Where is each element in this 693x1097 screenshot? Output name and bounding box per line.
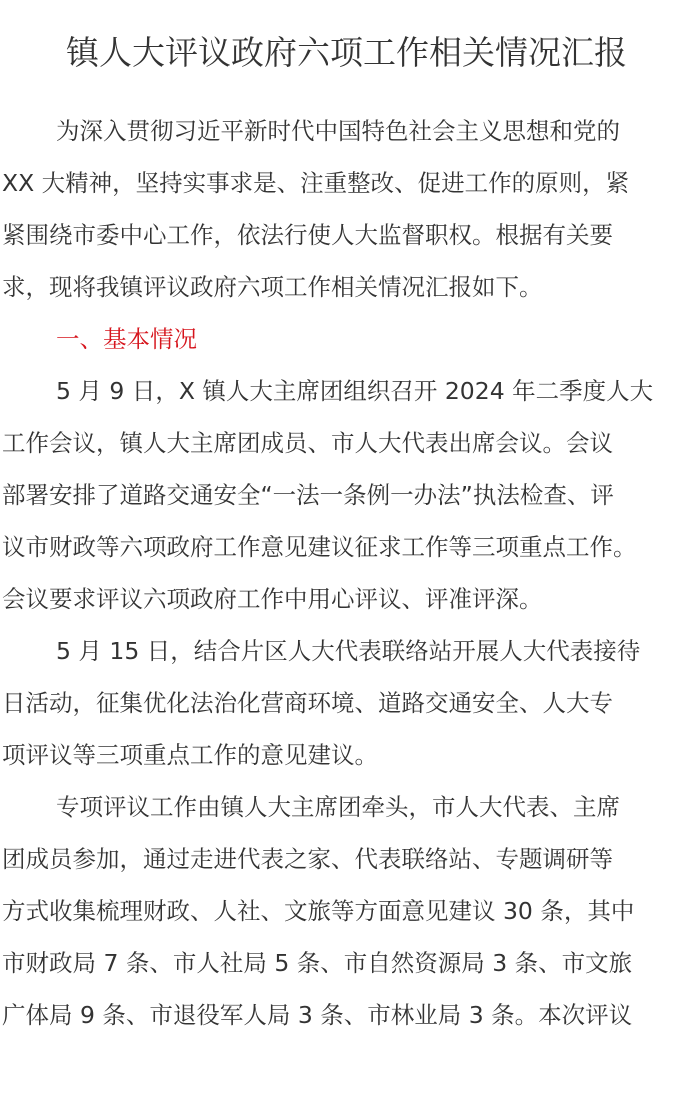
text-line: 会议要求评议六项政府工作中用心评议、评准评深。 [2, 585, 543, 613]
text-line: 专项评议工作由镇人大主席团牵头，市人大代表、主席 [56, 793, 620, 821]
text-line: 紧围绕市委中心工作，依法行使人大监督职权。根据有关要 [2, 221, 613, 249]
reception-paragraph [2, 625, 692, 781]
section-heading [2, 313, 692, 365]
text-line: 市财政局 7 条、市人社局 5 条、市自然资源局 3 条、市文旅 [2, 949, 633, 977]
evaluation-paragraph [2, 781, 692, 1041]
text-line: 广体局 9 条、市退役军人局 3 条、市林业局 3 条。本次评议 [2, 1001, 633, 1029]
text-line: 工作会议，镇人大主席团成员、市人大代表出席会议。会议 [2, 429, 613, 457]
text-line: 方式收集梳理财政、人社、文旅等方面意见建议 30 条，其中 [2, 897, 635, 925]
text-line: 项评议等三项重点工作的意见建议。 [2, 741, 378, 769]
text-line: 为深入贯彻习近平新时代中国特色社会主义思想和党的 [56, 117, 620, 145]
text-line: 5 月 15 日，结合片区人大代表联络站开展人大代表接待 [56, 637, 641, 665]
text-line: 日活动，征集优化法治化营商环境、道路交通安全、人大专 [2, 689, 613, 717]
text-line: 部署安排了道路交通安全“一法一条例一办法”执法检查、评 [2, 481, 614, 509]
intro-paragraph [2, 105, 692, 313]
text-line: 求，现将我镇评议政府六项工作相关情况汇报如下。 [2, 273, 543, 301]
text-line: 5 月 9 日，X 镇人大主席团组织召开 2024 年二季度人大 [56, 377, 654, 405]
meeting-paragraph [2, 365, 692, 625]
section-heading-text: 一、基本情况 [56, 325, 197, 353]
text-line: XX 大精神，坚持实事求是、注重整改、促进工作的原则，紧 [2, 169, 630, 197]
document-title: 镇人大评议政府六项工作相关情况汇报 [66, 33, 627, 72]
text-line: 议市财政等六项政府工作意见建议征求工作等三项重点工作。 [2, 533, 637, 561]
text-line: 团成员参加，通过走进代表之家、代表联络站、专题调研等 [2, 845, 613, 873]
